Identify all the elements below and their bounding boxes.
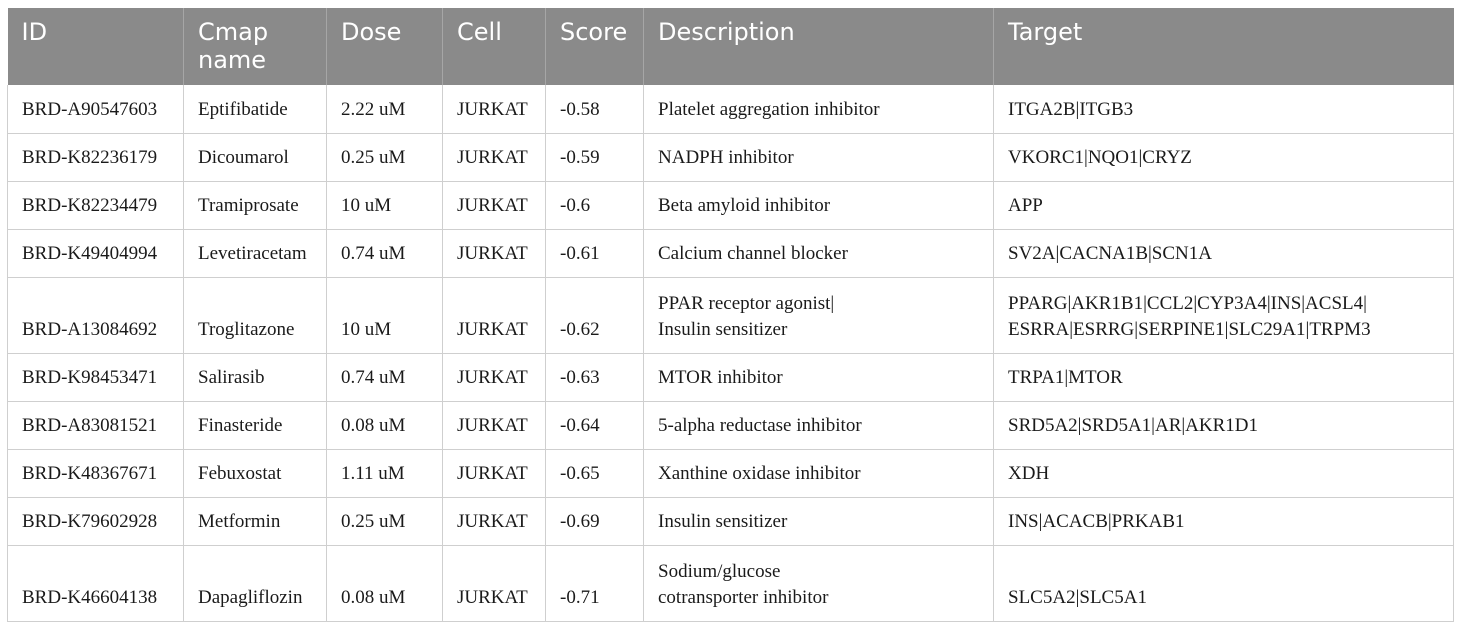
description-line: Insulin sensitizer bbox=[658, 318, 788, 340]
cell-dose: 1.11 uM bbox=[327, 449, 443, 497]
cell-cell-line: JURKAT bbox=[443, 229, 546, 277]
cell-id: BRD-K46604138 bbox=[8, 545, 184, 621]
column-header-cell: Cell bbox=[443, 8, 546, 85]
target-line: SV2A|CACNA1B|SCN1A bbox=[1008, 242, 1212, 264]
target-line: XDH bbox=[1008, 462, 1050, 484]
cell-id: BRD-K98453471 bbox=[8, 353, 184, 401]
cell-dose: 2.22 uM bbox=[327, 85, 443, 133]
cell-cmap-name: Salirasib bbox=[184, 353, 327, 401]
cell-cmap-name: Tramiprosate bbox=[184, 181, 327, 229]
cell-description bbox=[644, 85, 994, 133]
cell-score: -0.64 bbox=[546, 401, 644, 449]
drug-results-table bbox=[7, 8, 1454, 622]
cell-dose: 0.08 uM bbox=[327, 401, 443, 449]
table-row bbox=[8, 277, 1454, 353]
cell-dose: 10 uM bbox=[327, 181, 443, 229]
cell-target bbox=[994, 229, 1454, 277]
table-header bbox=[8, 8, 1454, 85]
cell-description bbox=[644, 497, 994, 545]
target-line: PPARG|AKR1B1|CCL2|CYP3A4|INS|ACSL4| bbox=[1008, 292, 1367, 314]
cell-id: BRD-K49404994 bbox=[8, 229, 184, 277]
target-line: VKORC1|NQO1|CRYZ bbox=[1008, 146, 1192, 168]
cell-target bbox=[994, 545, 1454, 621]
cell-cell-line: JURKAT bbox=[443, 277, 546, 353]
table-row bbox=[8, 497, 1454, 545]
cell-cell-line: JURKAT bbox=[443, 133, 546, 181]
cell-cmap-name: Metformin bbox=[184, 497, 327, 545]
cell-target bbox=[994, 449, 1454, 497]
cell-dose: 0.25 uM bbox=[327, 133, 443, 181]
cell-id: BRD-K82236179 bbox=[8, 133, 184, 181]
cell-cmap-name: Troglitazone bbox=[184, 277, 327, 353]
column-header-score: Score bbox=[546, 8, 644, 85]
column-header-cmap-name: Cmap name bbox=[184, 8, 327, 85]
target-line: ITGA2B|ITGB3 bbox=[1008, 98, 1134, 120]
cell-description bbox=[644, 181, 994, 229]
description-line: cotransporter inhibitor bbox=[658, 586, 829, 608]
cell-dose: 0.74 uM bbox=[327, 353, 443, 401]
cell-id: BRD-K48367671 bbox=[8, 449, 184, 497]
cell-cmap-name: Dapagliflozin bbox=[184, 545, 327, 621]
cell-score: -0.65 bbox=[546, 449, 644, 497]
cell-cell-line: JURKAT bbox=[443, 85, 546, 133]
description-line: 5-alpha reductase inhibitor bbox=[658, 414, 862, 436]
table-row bbox=[8, 449, 1454, 497]
description-line: MTOR inhibitor bbox=[658, 366, 783, 388]
cell-description bbox=[644, 449, 994, 497]
cell-cell-line: JURKAT bbox=[443, 545, 546, 621]
header-row bbox=[8, 8, 1454, 85]
target-line: SLC5A2|SLC5A1 bbox=[1008, 586, 1147, 608]
cell-score: -0.58 bbox=[546, 85, 644, 133]
table-row bbox=[8, 229, 1454, 277]
description-line: Insulin sensitizer bbox=[658, 510, 788, 532]
cell-dose: 10 uM bbox=[327, 277, 443, 353]
description-line: Sodium/glucose bbox=[658, 560, 781, 582]
column-header-description: Description bbox=[644, 8, 994, 85]
table-row bbox=[8, 545, 1454, 621]
table-row bbox=[8, 401, 1454, 449]
cell-cmap-name: Dicoumarol bbox=[184, 133, 327, 181]
column-header-dose: Dose bbox=[327, 8, 443, 85]
cell-target bbox=[994, 353, 1454, 401]
cell-cell-line: JURKAT bbox=[443, 449, 546, 497]
target-line: APP bbox=[1008, 194, 1043, 216]
cell-target bbox=[994, 401, 1454, 449]
cell-id: BRD-A90547603 bbox=[8, 85, 184, 133]
table-row bbox=[8, 85, 1454, 133]
target-line: SRD5A2|SRD5A1|AR|AKR1D1 bbox=[1008, 414, 1259, 436]
cell-cmap-name: Eptifibatide bbox=[184, 85, 327, 133]
cell-target bbox=[994, 133, 1454, 181]
results-table-container bbox=[7, 8, 1453, 622]
cell-score: -0.69 bbox=[546, 497, 644, 545]
cell-cell-line: JURKAT bbox=[443, 401, 546, 449]
cell-id: BRD-K82234479 bbox=[8, 181, 184, 229]
cell-dose: 0.25 uM bbox=[327, 497, 443, 545]
cell-target bbox=[994, 85, 1454, 133]
cell-score: -0.71 bbox=[546, 545, 644, 621]
cell-score: -0.63 bbox=[546, 353, 644, 401]
table-row bbox=[8, 353, 1454, 401]
cell-cell-line: JURKAT bbox=[443, 181, 546, 229]
cell-description bbox=[644, 353, 994, 401]
description-line: NADPH inhibitor bbox=[658, 146, 794, 168]
cell-id: BRD-A83081521 bbox=[8, 401, 184, 449]
cell-description bbox=[644, 545, 994, 621]
table-body bbox=[8, 85, 1454, 621]
cell-target bbox=[994, 497, 1454, 545]
cell-target bbox=[994, 277, 1454, 353]
cell-score: -0.59 bbox=[546, 133, 644, 181]
cell-cmap-name: Febuxostat bbox=[184, 449, 327, 497]
column-header-id: ID bbox=[8, 8, 184, 85]
cell-description bbox=[644, 133, 994, 181]
cell-cmap-name: Levetiracetam bbox=[184, 229, 327, 277]
cell-description bbox=[644, 401, 994, 449]
cell-cell-line: JURKAT bbox=[443, 497, 546, 545]
cell-target bbox=[994, 181, 1454, 229]
target-line: ESRRA|ESRRG|SERPINE1|SLC29A1|TRPM3 bbox=[1008, 318, 1371, 340]
cell-score: -0.61 bbox=[546, 229, 644, 277]
cell-id: BRD-K79602928 bbox=[8, 497, 184, 545]
column-header-target: Target bbox=[994, 8, 1454, 85]
cell-description bbox=[644, 277, 994, 353]
table-row bbox=[8, 133, 1454, 181]
cell-cell-line: JURKAT bbox=[443, 353, 546, 401]
cell-score: -0.6 bbox=[546, 181, 644, 229]
target-line: INS|ACACB|PRKAB1 bbox=[1008, 510, 1185, 532]
cell-description bbox=[644, 229, 994, 277]
description-line: PPAR receptor agonist| bbox=[658, 292, 835, 314]
cell-cmap-name: Finasteride bbox=[184, 401, 327, 449]
description-line: Platelet aggregation inhibitor bbox=[658, 98, 880, 120]
description-line: Beta amyloid inhibitor bbox=[658, 194, 831, 216]
description-line: Xanthine oxidase inhibitor bbox=[658, 462, 861, 484]
cell-score: -0.62 bbox=[546, 277, 644, 353]
table-row bbox=[8, 181, 1454, 229]
description-line: Calcium channel blocker bbox=[658, 242, 848, 264]
target-line: TRPA1|MTOR bbox=[1008, 366, 1123, 388]
cell-dose: 0.08 uM bbox=[327, 545, 443, 621]
cell-dose: 0.74 uM bbox=[327, 229, 443, 277]
cell-id: BRD-A13084692 bbox=[8, 277, 184, 353]
